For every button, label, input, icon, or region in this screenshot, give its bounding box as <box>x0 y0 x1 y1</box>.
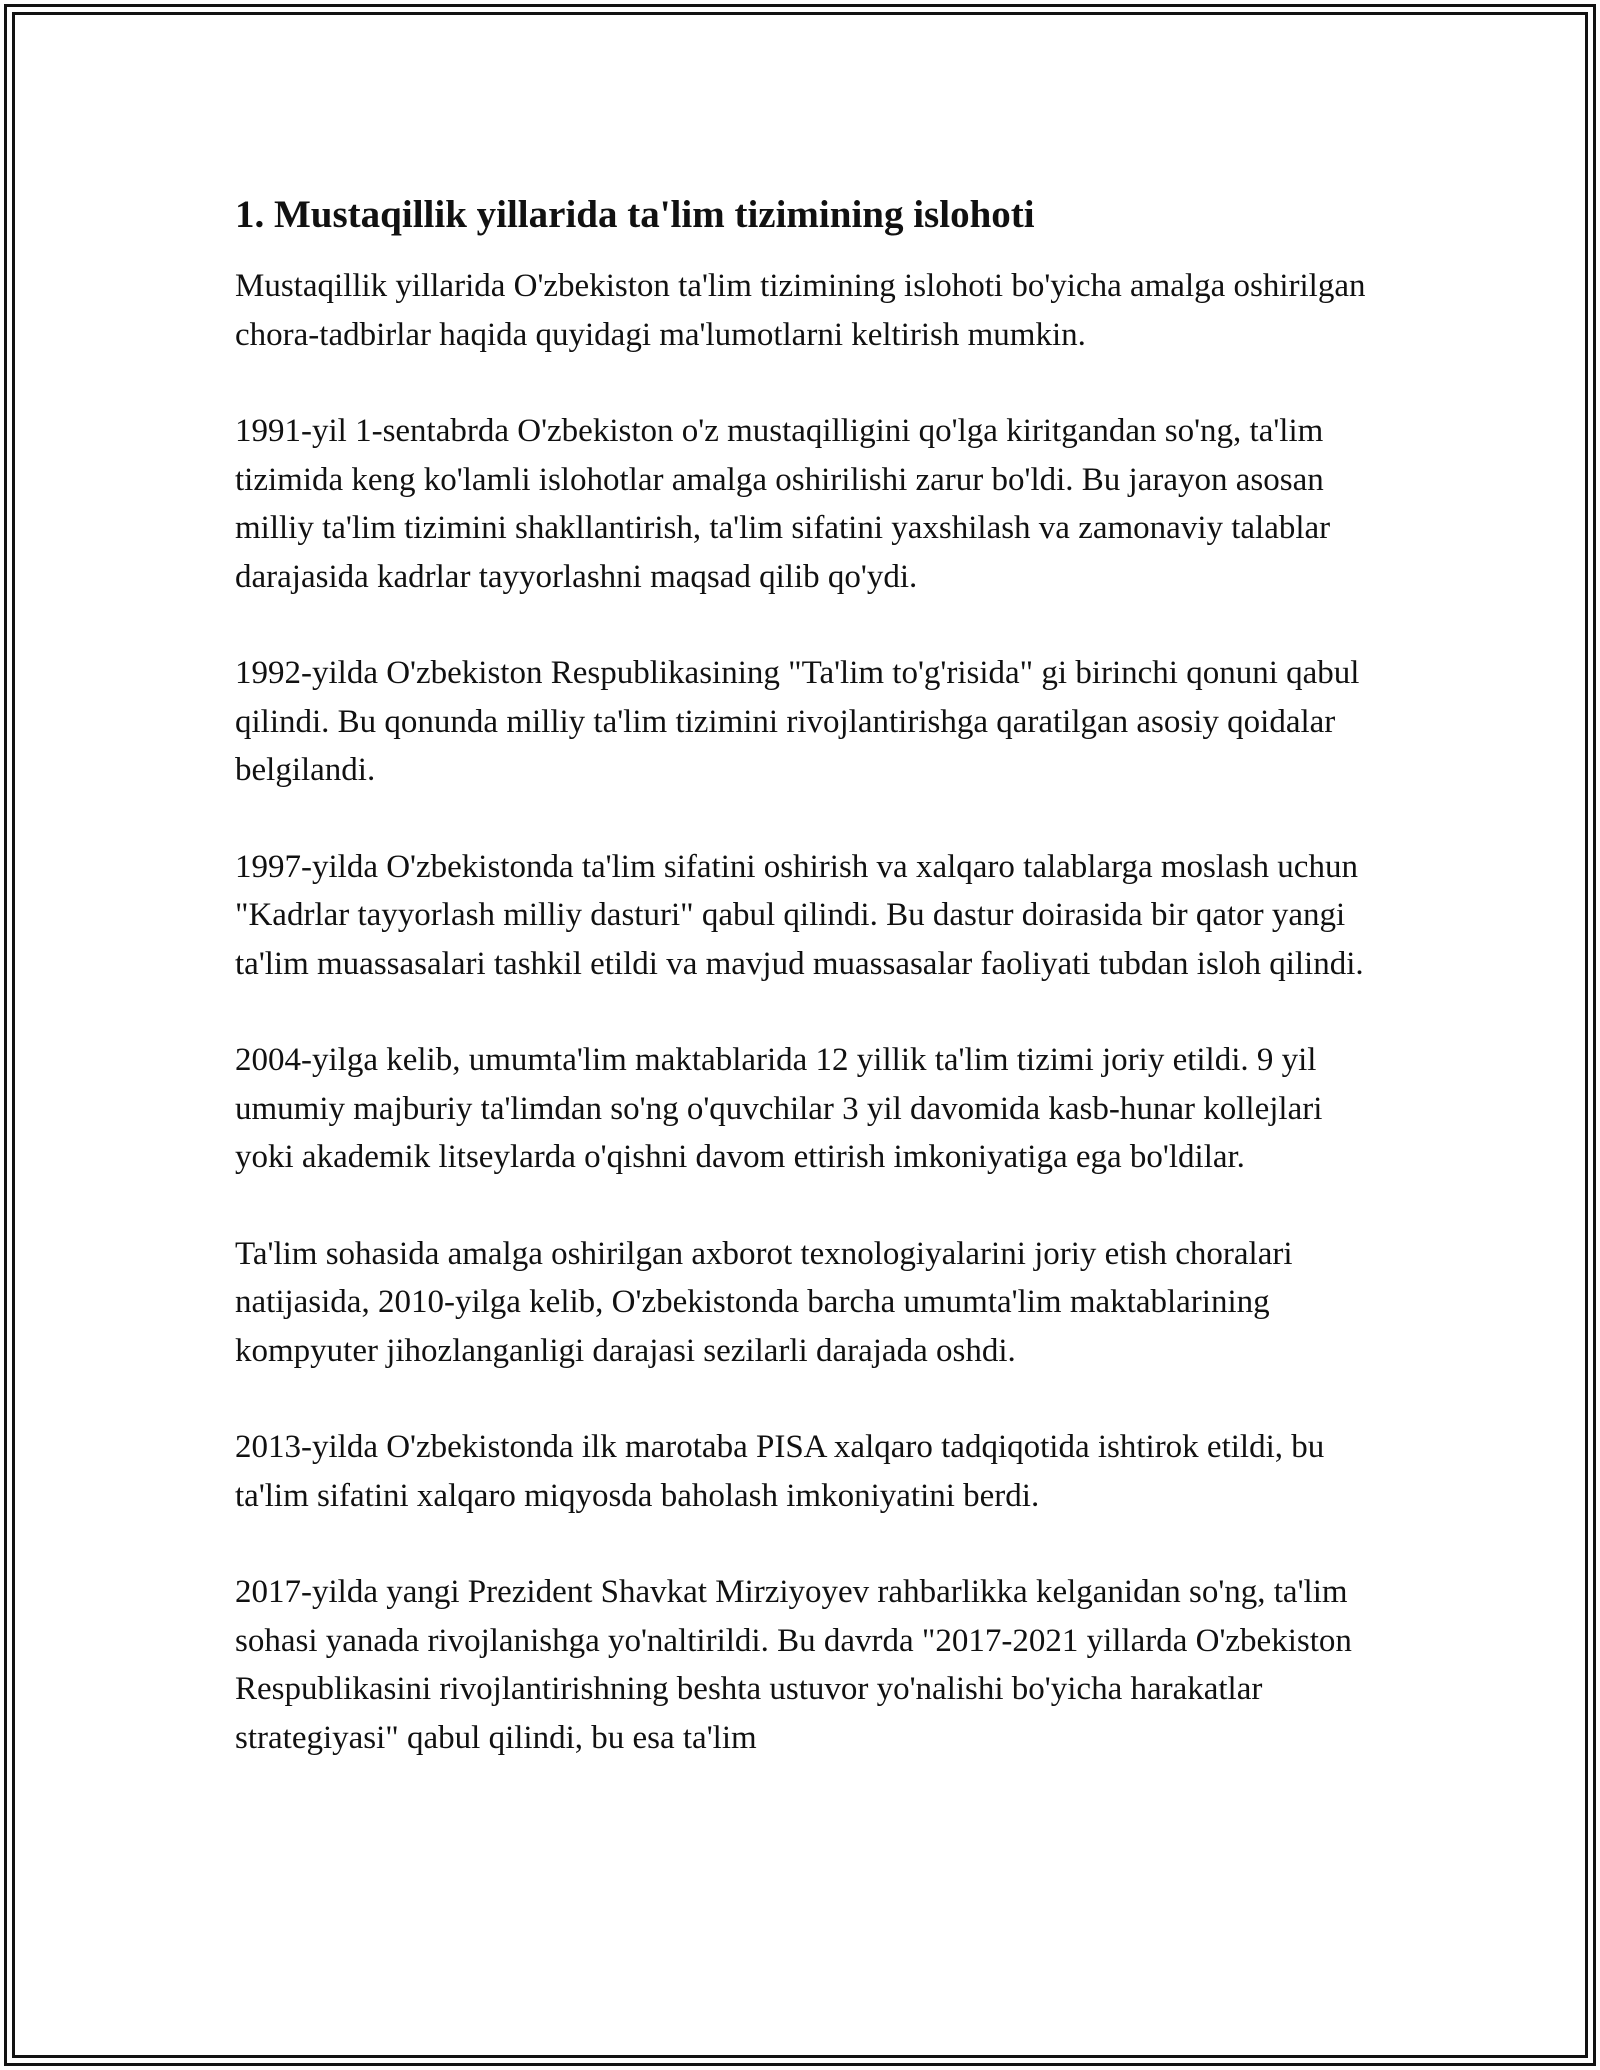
paragraph-1991: 1991-yil 1-sentabrda O'zbekiston o'z mustaqilligini qo'lga kiritgandan so'ng, ta'lim tizimida keng ko'lamli islohotlar amalga oshirilishi zarur bo'ldi. Bu jarayon asosan milliy ta'lim tizimini shakllantirish, ta'lim sifatini yaxshilash va zamonaviy talablar darajasida kadrlar tayyorlashni maqsad qilib qo'ydi. <box>235 413 1331 595</box>
document-body <box>235 188 1370 1810</box>
paragraph-2017: 2017-yilda yangi Prezident Shavkat Mirziyoyev rahbarlikka kelganidan so'ng, ta'lim sohasi yanada rivojlanishga yo'naltirildi. Bu davrda "2017-2021 yillarda O'zbekiston Respublikasini rivojlantirishning beshta ustuvor yo'nalishi bo'yicha harakatlar strategiyasi" qabul qilindi, bu esa ta'lim <box>235 1574 1352 1756</box>
paragraph-1992: 1992-yilda O'zbekiston Respublikasining "Ta'lim to'g'risida" gi birinchi qonuni qabul qilindi. Bu qonunda milliy ta'lim tizimini rivojlantirishga qaratilgan asosiy qoidalar belgilandi. <box>235 655 1360 788</box>
paragraph-2004: 2004-yilga kelib, umumta'lim maktablarida 12 yillik ta'lim tizimi joriy etildi. 9 yil umumiy majburiy ta'limdan so'ng o'quvchilar 3 yil davomida kasb-hunar kollejlari yoki akademik litseylarda o'qishni davom ettirish imkoniyatiga ega bo'ldilar. <box>235 1042 1323 1175</box>
paragraph-2013: 2013-yilda O'zbekistonda ilk marotaba PISA xalqaro tadqiqotida ishtirok etildi, bu ta'lim sifatini xalqaro miqyosda baholash imkoniyatini berdi. <box>235 1429 1325 1514</box>
paragraph-intro: Mustaqillik yillarida O'zbekiston ta'lim tizimining islohoti bo'yicha amalga oshirilgan chora-tadbirlar haqida quyidagi ma'lumotlarni keltirish mumkin. <box>235 268 1366 353</box>
section-heading: 1. Mustaqillik yillarida ta'lim tizimining islohoti <box>235 193 1035 236</box>
paragraph-1997: 1997-yilda O'zbekistonda ta'lim sifatini oshirish va xalqaro talablarga moslash uchun "Kadrlar tayyorlash milliy dasturi" qabul qilindi. Bu dastur doirasida bir qator yangi ta'lim muassasalari tashkil etildi va mavjud muassasalar faoliyati tubdan isloh qilindi. <box>235 848 1364 982</box>
paragraph-2010: Ta'lim sohasida amalga oshirilgan axborot texnologiyalarini joriy etish choralari natijasida, 2010-yilga kelib, O'zbekistonda barcha umumta'lim maktablarining kompyuter jihozlanganligi darajasi sezilarli darajada oshdi. <box>235 1235 1293 1369</box>
